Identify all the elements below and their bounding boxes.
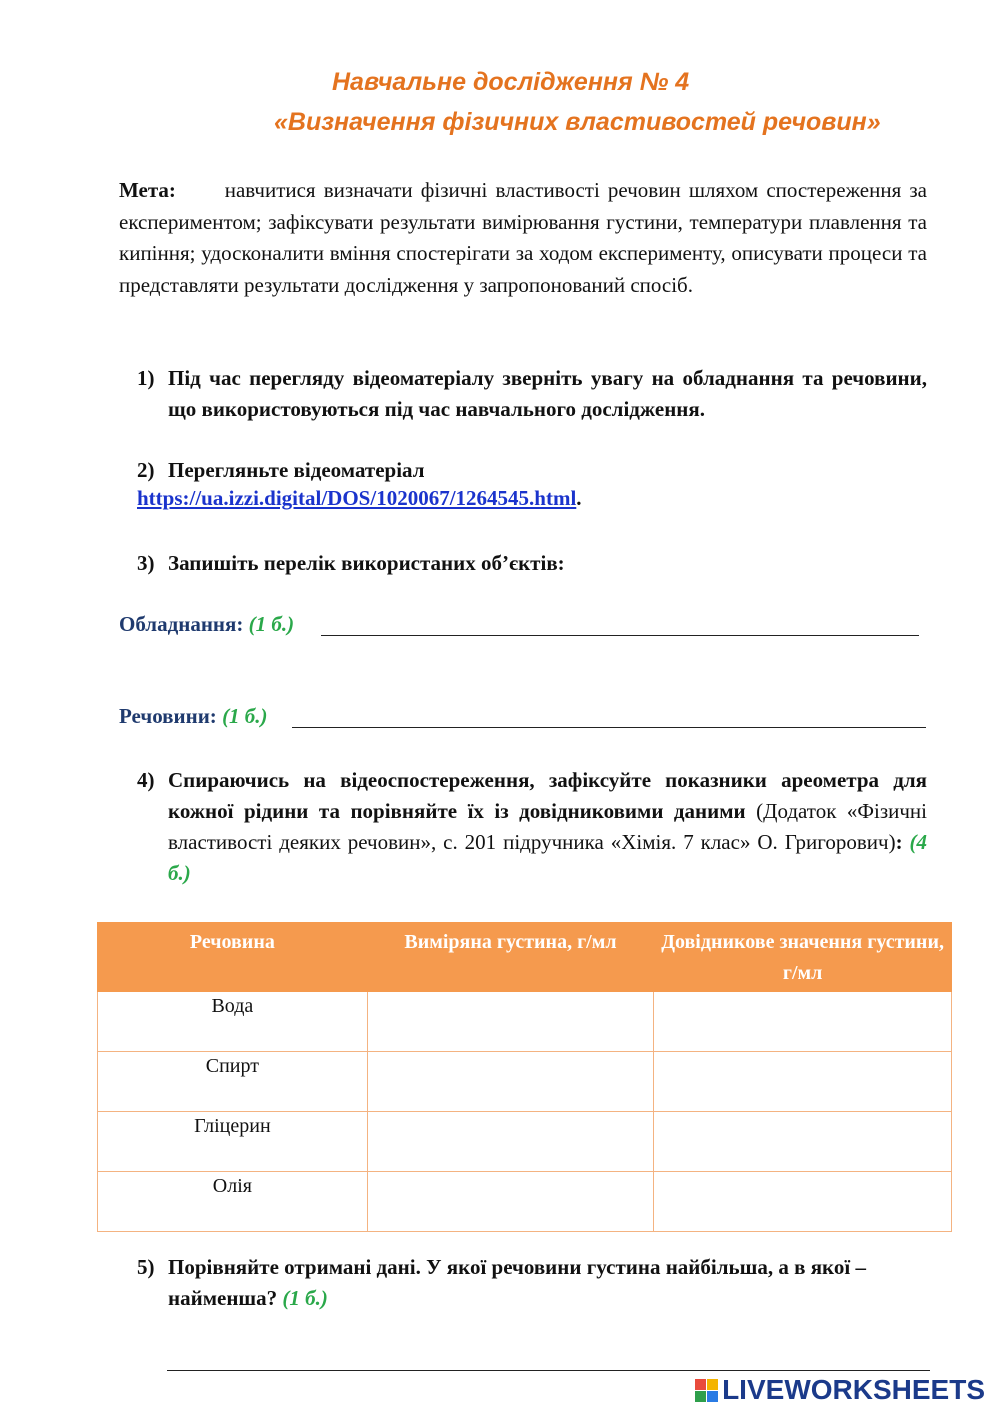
reference-density-cell[interactable] — [654, 1112, 952, 1172]
goal-paragraph — [119, 175, 927, 301]
header-reference-density: Довідникове значення густини, г/мл — [654, 923, 952, 992]
equipment-row — [119, 612, 294, 637]
table-row — [98, 1052, 952, 1112]
task-4-colon: : — [895, 830, 903, 854]
task-2 — [137, 455, 927, 486]
reference-density-cell[interactable] — [654, 1052, 952, 1112]
task-2-number: 2) — [137, 458, 155, 482]
goal-text: навчитися визначати фізичні властивості речовин шляхом спостереження за експериментом; зафіксувати результати вимірювання густини, температури плавлення та кипіння; удосконалити вміння спостерігати за ходом експерименту, описувати процеси та представляти результати дослідження у запропонований спосіб. — [119, 178, 927, 297]
video-link-suffix: . — [576, 486, 582, 510]
substance-cell: Олія — [98, 1172, 368, 1232]
table-row — [98, 1172, 952, 1232]
task-3-text: Запишіть перелік використаних об’єктів: — [168, 551, 565, 575]
measured-density-cell[interactable] — [367, 992, 653, 1052]
substance-cell: Гліцерин — [98, 1112, 368, 1172]
video-link-row — [137, 486, 582, 511]
substances-points: (1 б.) — [222, 704, 268, 728]
density-table — [97, 922, 952, 1232]
measured-density-cell[interactable] — [367, 1172, 653, 1232]
reference-density-cell[interactable] — [654, 992, 952, 1052]
task-4-text — [168, 765, 927, 889]
substances-label: Речовини: — [119, 704, 217, 728]
task-1 — [137, 363, 927, 425]
reference-density-cell[interactable] — [654, 1172, 952, 1232]
equipment-points: (1 б.) — [248, 612, 295, 636]
task-4 — [137, 765, 927, 889]
video-link[interactable]: https://ua.izzi.digital/DOS/1020067/1264545.html — [137, 486, 577, 510]
task-4-text-bold: Спираючись на відеоспостереження, зафіксуйте показники ареометра для кожної рідини та порівняйте їх із довідниковими даними — [168, 768, 927, 823]
task-4-number: 4) — [137, 768, 155, 792]
watermark-text: LIVEWORKSHEETS — [722, 1374, 985, 1405]
task-5-question: Порівняйте отримані дані. У якої речовини густина найбільша, а в якої – найменша? — [168, 1255, 866, 1310]
task-3 — [137, 548, 927, 579]
substance-cell: Вода — [98, 992, 368, 1052]
title-line-1: Навчальне дослідження № 4 — [332, 68, 690, 96]
task-2-text: Перегляньте відеоматеріал — [168, 458, 425, 482]
task-5-answer-line[interactable] — [167, 1370, 930, 1371]
liveworksheets-logo-icon — [695, 1379, 718, 1402]
table-header-row — [98, 923, 952, 992]
table-row — [98, 992, 952, 1052]
substances-answer-line[interactable] — [292, 727, 926, 728]
header-substance: Речовина — [98, 923, 368, 992]
task-5-points: (1 б.) — [282, 1286, 328, 1310]
equipment-answer-line[interactable] — [321, 635, 919, 636]
measured-density-cell[interactable] — [367, 1052, 653, 1112]
equipment-label: Обладнання: — [119, 612, 244, 636]
measured-density-cell[interactable] — [367, 1112, 653, 1172]
goal-label: Мета: — [119, 178, 176, 202]
task-1-number: 1) — [137, 366, 155, 390]
task-4-text-reference: (Додаток «Фізичні властивості деяких речовин», с. 201 підручника «Хімія. 7 клас» О. Григорович) — [168, 799, 927, 854]
task-4-points: (4 б.) — [168, 830, 928, 885]
header-measured-density: Виміряна густина, г/мл — [367, 923, 653, 992]
substance-cell: Спирт — [98, 1052, 368, 1112]
title-line-2: «Визначення фізичних властивостей речовин» — [274, 108, 881, 136]
table-row — [98, 1112, 952, 1172]
task-5-text — [168, 1252, 941, 1314]
task-3-number: 3) — [137, 551, 155, 575]
task-1-text: Під час перегляду відеоматеріалу зверніть увагу на обладнання та речовини, що використовуються під час навчального дослідження. — [168, 366, 927, 421]
liveworksheets-watermark — [695, 1373, 985, 1407]
substances-row — [119, 704, 268, 729]
task-5-number: 5) — [137, 1255, 155, 1279]
task-5 — [137, 1252, 941, 1314]
